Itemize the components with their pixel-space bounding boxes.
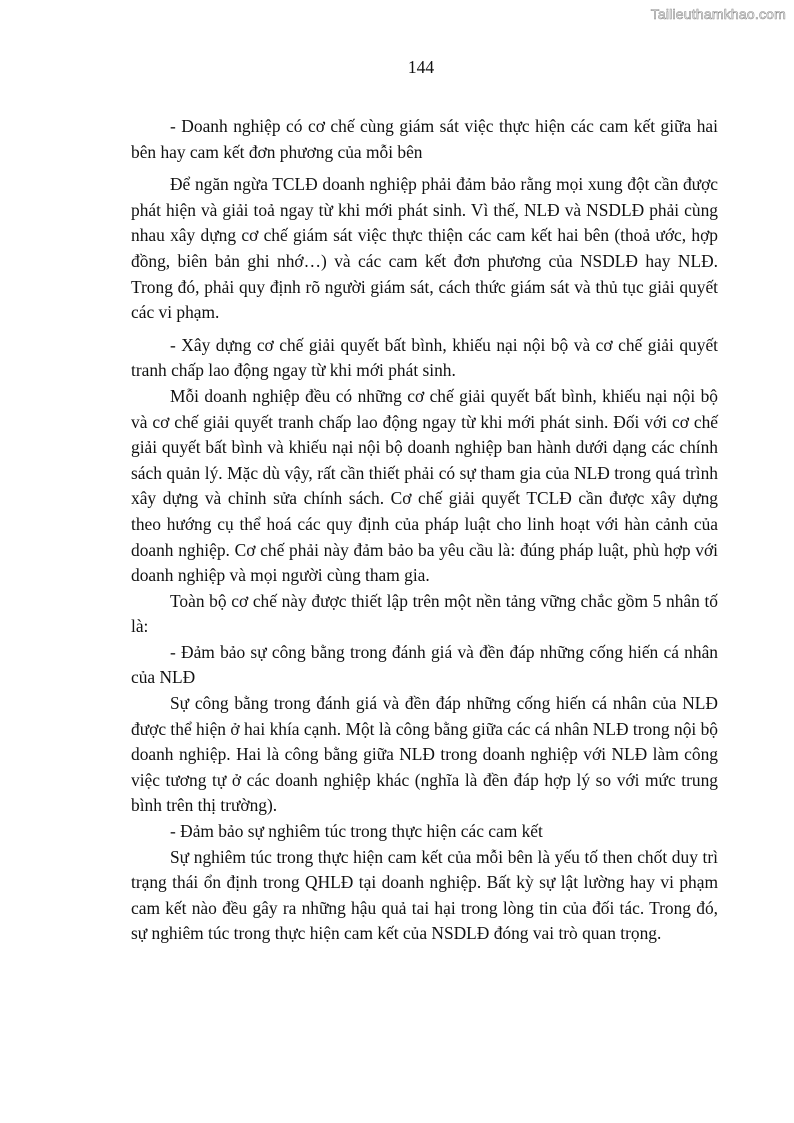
paragraph-bullet-commitment: - Đảm bảo sự nghiêm túc trong thực hiện các cam kết — [170, 821, 543, 842]
paragraph-bullet-monitoring: - Doanh nghiệp có cơ chế cùng giám sát việc thực hiện các cam kết giữa hai bên hay cam kết đơn phương của mỗi bên — [131, 116, 718, 162]
paragraph-bullet-fairness: - Đảm bảo sự công bằng trong đánh giá và đền đáp những cống hiến cá nhân của NLĐ — [131, 641, 718, 688]
document-body — [131, 114, 718, 947]
paragraph-fairness: Sự công bằng trong đánh giá và đền đáp những cống hiến cá nhân của NLĐ được thể hiện ở hai khía cạnh. Một là công bằng giữa các cá nhân NLĐ trong nội bộ doanh nghiệp. Hai là công bằng giữa NLĐ trong doanh nghiệp với NLĐ làm công việc tương tự ở các doanh nghiệp khác (nghĩa là đền đáp hợp lý so với mức trung bình trên thị trường). — [131, 693, 718, 816]
paragraph-prevention: Để ngăn ngừa TCLĐ doanh nghiệp phải đảm bảo rằng mọi xung đột cần được phát hiện và giải toả ngay từ khi mới phát sinh. Vì thế, NLĐ và NSDLĐ phải cùng nhau xây dựng cơ chế giám sát việc thực thiện các cam kết hai bên (thoả ước, hợp đồng, biên bản ghi nhớ…) và các cam kết đơn phương của NSDLĐ hay NLĐ. Trong đó, phải quy định rõ người giám sát, cách thức giám sát và thủ tục giải quyết các vi phạm. — [131, 174, 718, 323]
page-number: 144 — [407, 57, 435, 77]
paragraph-bullet-grievance: - Xây dựng cơ chế giải quyết bất bình, khiếu nại nội bộ và cơ chế giải quyết tranh chấp lao động ngay từ khi mới phát sinh. — [131, 334, 718, 381]
watermark-text: Tailieuthamkhao.com — [650, 6, 786, 22]
paragraph-commitment: Sự nghiêm túc trong thực hiện cam kết của mỗi bên là yếu tố then chốt duy trì trạng thái ổn định trong QHLĐ tại doanh nghiệp. Bất kỳ sự lật lường hay vi phạm cam kết nào đều gây ra những hậu quả tai hại trong lòng tin của đối tác. Trong đó, sự nghiêm túc trong thực hiện cam kết của NSDLĐ đóng vai trò quan trọng. — [131, 846, 718, 944]
paragraph-mechanisms: Mỗi doanh nghiệp đều có những cơ chế giải quyết bất bình, khiếu nại nội bộ và cơ chế giải quyết tranh chấp lao động ngay từ khi mới phát sinh. Đối với cơ chế giải quyết bất bình và khiếu nại nội bộ doanh nghiệp ban hành dưới dạng các chính sách quản lý. Mặc dù vậy, rất cần thiết phải có sự tham gia của NLĐ trong quá trình xây dựng và chỉnh sửa chính sách. Cơ chế giải quyết TCLĐ cần được xây dựng theo hướng cụ thể hoá các quy định của pháp luật cho linh hoạt với hàn cảnh của doanh nghiệp. Cơ chế phải này đảm bảo ba yêu cầu là: đúng pháp luật, phù hợp với doanh nghiệp và mọi người cùng tham gia. — [131, 385, 718, 586]
paragraph-five-factors: Toàn bộ cơ chế này được thiết lập trên một nền tảng vững chắc gồm 5 nhân tố là: — [131, 590, 718, 637]
